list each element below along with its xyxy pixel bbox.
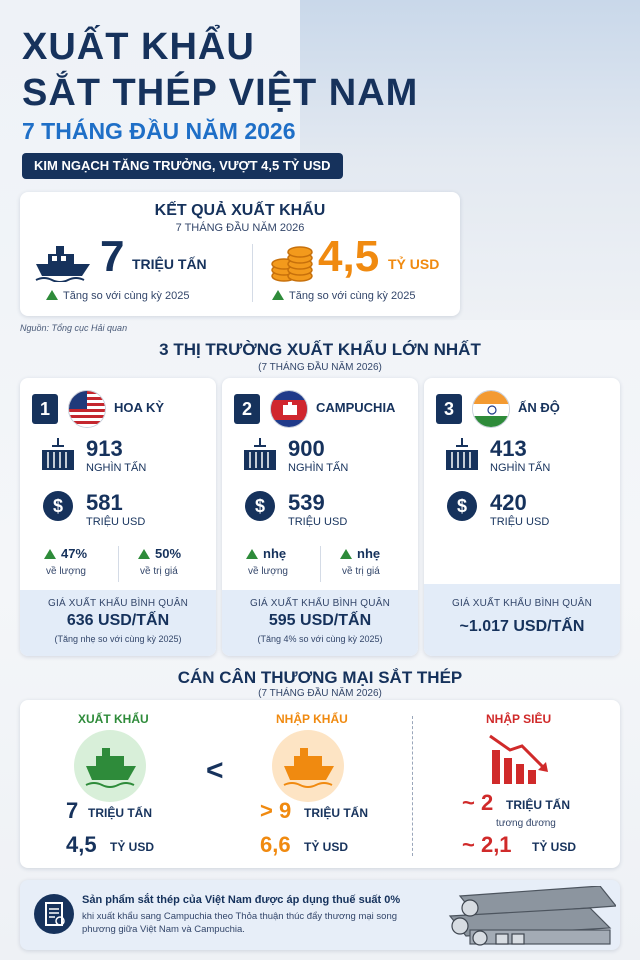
- growth-volume-label: về lượng: [248, 566, 288, 577]
- export-ship-icon: [74, 730, 146, 802]
- india-flag-icon: [472, 390, 510, 428]
- up-arrow-icon: [340, 549, 352, 559]
- tariff-note-card: [20, 880, 620, 950]
- deficit-volume: ~ 2: [462, 790, 494, 815]
- market-volume-unit: NGHÌN TẤN: [86, 462, 147, 474]
- market-card-cambodia: [222, 378, 418, 656]
- dollar-icon: [244, 490, 276, 522]
- avg-price-label: GIÁ XUẤT KHẨU BÌNH QUÂN: [48, 598, 188, 609]
- results-title: KẾT QUẢ XUẤT KHẨU: [154, 202, 326, 219]
- export-value-unit: TỶ USD: [110, 840, 155, 854]
- steel-pipes-image: [440, 886, 616, 948]
- container-icon: [444, 438, 480, 472]
- avg-price-label: GIÁ XUẤT KHẨU BÌNH QUÂN: [452, 598, 592, 609]
- usa-flag-icon: [68, 390, 106, 428]
- svg-text:$: $: [456, 496, 468, 516]
- export-volume: 7: [66, 798, 79, 823]
- market-value: 581: [86, 490, 123, 515]
- coins-icon: [270, 244, 314, 284]
- export-volume-note: Tăng so với cùng kỳ 2025: [46, 290, 189, 302]
- avg-price-value: 636 USD/TẤN: [66, 612, 170, 629]
- avg-price-panel: [424, 584, 620, 656]
- import-value-unit: TỶ USD: [304, 840, 349, 854]
- market-value-unit: TRIỆU USD: [86, 516, 146, 528]
- import-volume: > 9: [260, 798, 292, 823]
- rank-badge: 1: [32, 394, 58, 424]
- ship-icon: [34, 242, 92, 282]
- rank-badge: 3: [436, 394, 462, 424]
- market-volume: 913: [86, 436, 123, 461]
- deficit-label: NHẬP SIÊU: [486, 712, 552, 726]
- page-subtitle: 7 THÁNG ĐẦU NĂM 2026: [22, 118, 296, 144]
- export-value-unit: TỶ USD: [388, 256, 440, 272]
- tariff-note-title: Sản phẩm sắt thép của Việt Nam được áp dụng thuế suất 0%: [82, 894, 401, 906]
- svg-text:$: $: [254, 496, 266, 516]
- export-results-card: [20, 192, 460, 316]
- dollar-icon: [42, 490, 74, 522]
- export-value: 4,5: [66, 832, 97, 857]
- export-label: XUẤT KHẨU: [78, 712, 149, 726]
- declining-chart-icon: [486, 732, 554, 786]
- deficit-equiv: tương đương: [496, 818, 556, 829]
- avg-price-panel: [20, 590, 216, 656]
- results-divider: [252, 244, 253, 302]
- up-arrow-icon: [138, 549, 150, 559]
- avg-price-value: ~1.017 USD/TẤN: [459, 618, 585, 635]
- avg-price-note: (Tăng nhẹ so với cùng kỳ 2025): [54, 634, 182, 644]
- country-name: CAMPUCHIA: [316, 400, 396, 415]
- avg-price-panel: [222, 590, 418, 656]
- headline-banner: KIM NGẠCH TĂNG TRƯỞNG, VƯỢT 4,5 TỶ USD: [22, 153, 343, 179]
- deficit-value-unit: TỶ USD: [532, 840, 577, 854]
- source-note: Nguồn: Tổng cục Hải quan: [20, 323, 128, 333]
- export-value-note: Tăng so với cùng kỳ 2025: [272, 290, 415, 302]
- cambodia-flag-icon: [270, 390, 308, 428]
- growth-volume: 47%: [44, 546, 87, 561]
- growth-value: nhẹ: [340, 546, 380, 561]
- svg-text:$: $: [52, 496, 64, 516]
- page-title-line2: SẮT THÉP VIỆT NAM: [22, 72, 419, 114]
- market-volume-unit: NGHÌN TẤN: [490, 462, 551, 474]
- market-card-india: [424, 378, 620, 656]
- import-ship-icon: [272, 730, 344, 802]
- growth-value-label: về trị giá: [140, 566, 178, 577]
- growth-divider: [118, 546, 119, 582]
- import-value: 6,6: [260, 832, 291, 857]
- trade-balance-card: [20, 700, 620, 868]
- export-volume-unit: TRIỆU TẤN: [88, 806, 152, 820]
- rank-badge: 2: [234, 394, 260, 424]
- markets-title: 3 THỊ TRƯỜNG XUẤT KHẨU LỚN NHẤT: [159, 340, 481, 359]
- market-volume: 413: [490, 436, 527, 461]
- deficit-volume-unit: TRIỆU TẤN: [506, 798, 570, 812]
- growth-volume: nhẹ: [246, 546, 286, 561]
- market-value-unit: TRIỆU USD: [490, 516, 550, 528]
- dollar-icon: [446, 490, 478, 522]
- markets-period: (7 THÁNG ĐẦU NĂM 2026): [258, 362, 382, 373]
- market-volume: 900: [288, 436, 325, 461]
- container-icon: [242, 438, 278, 472]
- avg-price-value: 595 USD/TẤN: [268, 612, 372, 629]
- export-volume-value: 7: [100, 232, 125, 281]
- country-name: ẤN ĐỘ: [518, 400, 560, 415]
- growth-value-label: về trị giá: [342, 566, 380, 577]
- country-name: HOA KỲ: [114, 400, 165, 415]
- growth-volume-label: về lượng: [46, 566, 86, 577]
- up-arrow-icon: [246, 549, 258, 559]
- document-icon: [34, 894, 74, 934]
- growth-value: 50%: [138, 546, 181, 561]
- market-card-usa: [20, 378, 216, 656]
- up-arrow-icon: [46, 290, 58, 300]
- market-volume-unit: NGHÌN TẤN: [288, 462, 349, 474]
- balance-divider: [412, 716, 413, 856]
- market-value-unit: TRIỆU USD: [288, 516, 348, 528]
- balance-title: CÁN CÂN THƯƠNG MẠI SẮT THÉP: [177, 668, 463, 687]
- market-value: 539: [288, 490, 325, 515]
- up-arrow-icon: [44, 549, 56, 559]
- deficit-value: ~ 2,1: [462, 832, 512, 857]
- tariff-note-text: khi xuất khẩu sang Campuchia theo Thỏa thuận thúc đẩy thương mại song phương giữa Việt Nam và Campuchia.: [82, 911, 398, 935]
- avg-price-note: (Tăng 4% so với cùng kỳ 2025): [257, 634, 383, 644]
- import-label: NHẬP KHẨU: [276, 712, 348, 726]
- less-than-sign: <: [206, 754, 224, 787]
- export-volume-unit: TRIỆU TẤN: [132, 256, 207, 272]
- container-icon: [40, 438, 76, 472]
- results-period: 7 THÁNG ĐẦU NĂM 2026: [175, 222, 305, 234]
- market-value: 420: [490, 490, 527, 515]
- growth-divider: [320, 546, 321, 582]
- page-title-line1: XUẤT KHẨU: [22, 26, 255, 68]
- up-arrow-icon: [272, 290, 284, 300]
- export-value-value: 4,5: [318, 232, 380, 281]
- import-volume-unit: TRIỆU TẤN: [304, 806, 368, 820]
- balance-period: (7 THÁNG ĐẦU NĂM 2026): [258, 688, 382, 699]
- avg-price-label: GIÁ XUẤT KHẨU BÌNH QUÂN: [250, 598, 390, 609]
